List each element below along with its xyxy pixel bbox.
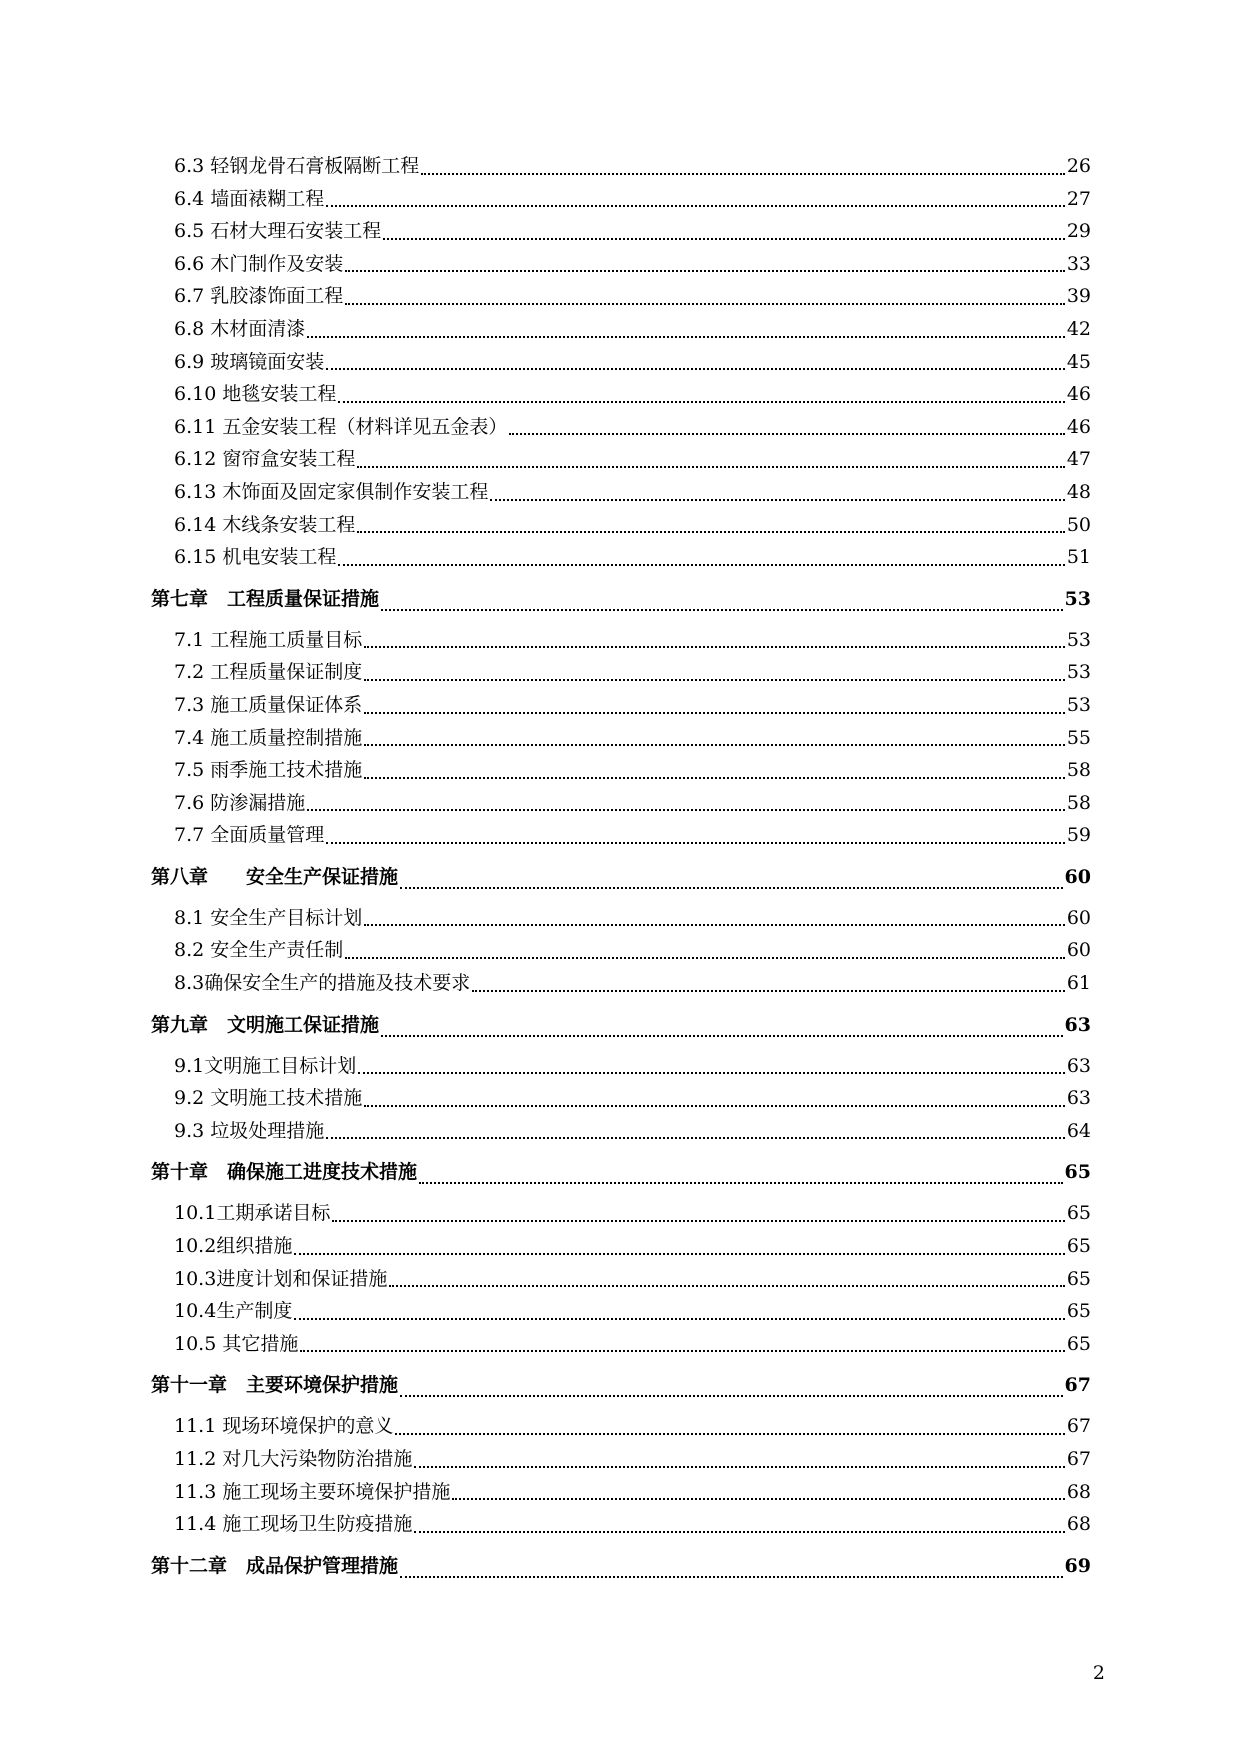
dot-leader bbox=[357, 444, 1064, 468]
toc-entry-title: 成品保护管理措施 bbox=[246, 1554, 399, 1577]
toc-entry-title: 全面质量管理 bbox=[210, 824, 325, 847]
toc-entry-page: 48 bbox=[1066, 480, 1091, 503]
toc-entry-number: 9.3 bbox=[174, 1119, 205, 1142]
toc-section-entry[interactable] bbox=[151, 1082, 1091, 1115]
dot-leader bbox=[300, 1328, 1064, 1352]
toc-entry-title: 现场环境保护的意义 bbox=[222, 1415, 394, 1438]
dot-leader bbox=[364, 657, 1065, 681]
dot-leader bbox=[389, 1263, 1064, 1287]
toc-entry-number: 7.7 bbox=[174, 824, 205, 847]
dot-leader bbox=[326, 346, 1065, 370]
toc-section-entry[interactable] bbox=[151, 624, 1091, 657]
toc-entry-separator bbox=[208, 857, 246, 897]
dot-leader bbox=[400, 1554, 1063, 1578]
toc-entry-page: 63 bbox=[1066, 1054, 1091, 1077]
toc-entry-number: 6.5 bbox=[174, 220, 205, 243]
toc-entry-title: 进度计划和保证措施 bbox=[216, 1267, 388, 1290]
toc-section-entry[interactable] bbox=[151, 1263, 1091, 1296]
toc-section-entry[interactable] bbox=[151, 656, 1091, 689]
toc-entry-separator bbox=[227, 1365, 246, 1405]
toc-entry-number: 7.4 bbox=[174, 726, 205, 749]
toc-chapter-entry[interactable] bbox=[151, 1152, 1091, 1192]
toc-entry-page: 69 bbox=[1064, 1554, 1091, 1577]
toc-entry-title: 墙面裱糊工程 bbox=[210, 187, 325, 210]
toc-entry-page: 26 bbox=[1066, 155, 1091, 177]
toc-entry-number: 11.3 bbox=[174, 1480, 217, 1503]
toc-entry-number: 6.11 bbox=[174, 415, 217, 438]
dot-leader bbox=[326, 820, 1065, 844]
toc-entry-page: 58 bbox=[1066, 759, 1091, 782]
toc-section-entry[interactable] bbox=[151, 509, 1091, 542]
toc-entry-page: 65 bbox=[1066, 1300, 1091, 1323]
toc-entry-title: 工期承诺目标 bbox=[216, 1202, 331, 1225]
dot-leader bbox=[338, 542, 1064, 566]
toc-entry-number: 8.2 bbox=[174, 939, 205, 962]
toc-section-entry[interactable] bbox=[151, 1295, 1091, 1328]
toc-entry-title: 轻钢龙骨石膏板隔断工程 bbox=[210, 155, 420, 177]
toc-entry-page: 65 bbox=[1066, 1332, 1091, 1355]
dot-leader bbox=[357, 509, 1064, 533]
toc-entry-page: 51 bbox=[1066, 546, 1091, 569]
toc-entry-title: 防渗漏措施 bbox=[210, 791, 306, 814]
dot-leader bbox=[358, 1050, 1065, 1074]
dot-leader bbox=[452, 1476, 1064, 1500]
dot-leader bbox=[364, 690, 1065, 714]
toc-chapter-entry[interactable] bbox=[151, 579, 1091, 619]
dot-leader bbox=[338, 379, 1064, 403]
dot-leader bbox=[364, 902, 1065, 926]
dot-leader bbox=[419, 1160, 1063, 1184]
table-of-contents bbox=[151, 150, 1091, 1591]
toc-section-entry[interactable] bbox=[151, 967, 1091, 1000]
toc-section-entry[interactable] bbox=[151, 689, 1091, 722]
toc-entry-number: 8.3 bbox=[174, 972, 205, 995]
toc-entry-number: 9.1 bbox=[174, 1054, 205, 1077]
dot-leader bbox=[381, 587, 1063, 611]
toc-section-entry[interactable] bbox=[151, 722, 1091, 755]
dot-leader bbox=[414, 1444, 1064, 1468]
page-number: 2 bbox=[1092, 1662, 1105, 1684]
toc-section-entry[interactable] bbox=[151, 902, 1091, 935]
toc-entry-title: 机电安装工程 bbox=[222, 546, 337, 569]
toc-entry-title: 文明施工目标计划 bbox=[204, 1054, 357, 1077]
dot-leader bbox=[414, 1509, 1064, 1533]
toc-section-entry[interactable] bbox=[151, 411, 1091, 444]
dot-leader bbox=[490, 477, 1064, 501]
toc-entry-title: 地毯安装工程 bbox=[222, 383, 337, 406]
toc-section-entry[interactable] bbox=[151, 1328, 1091, 1361]
toc-entry-page: 45 bbox=[1066, 350, 1091, 373]
toc-entry-title: 其它措施 bbox=[222, 1332, 299, 1355]
toc-section-entry[interactable] bbox=[151, 1115, 1091, 1148]
toc-entry-title: 玻璃镜面安装 bbox=[210, 350, 325, 373]
dot-leader bbox=[395, 1411, 1064, 1435]
dot-leader bbox=[345, 281, 1065, 305]
toc-entry-page: 29 bbox=[1066, 220, 1091, 243]
toc-entry-title: 安全生产责任制 bbox=[210, 939, 344, 962]
toc-section-entry[interactable] bbox=[151, 1050, 1091, 1083]
toc-entry-title: 工程施工质量目标 bbox=[210, 628, 363, 651]
toc-entry-number: 11.1 bbox=[174, 1415, 217, 1438]
toc-entry-title: 垃圾处理措施 bbox=[210, 1119, 325, 1142]
toc-entry-number: 7.6 bbox=[174, 791, 205, 814]
toc-entry-number: 6.8 bbox=[174, 317, 205, 340]
toc-entry-number: 6.6 bbox=[174, 252, 205, 275]
toc-entry-title: 生产制度 bbox=[216, 1300, 293, 1323]
toc-entry-title: 五金安装工程（材料详见五金表） bbox=[222, 415, 508, 438]
toc-entry-number: 6.12 bbox=[174, 448, 217, 471]
toc-entry-page: 46 bbox=[1066, 383, 1091, 406]
toc-entry-number: 第七章 bbox=[151, 587, 209, 610]
toc-section-entry[interactable] bbox=[151, 1197, 1091, 1230]
toc-entry-page: 53 bbox=[1064, 587, 1091, 610]
toc-section-entry[interactable] bbox=[151, 313, 1091, 346]
toc-entry-number: 第九章 bbox=[151, 1013, 209, 1036]
toc-entry-number: 6.9 bbox=[174, 350, 205, 373]
toc-entry-page: 68 bbox=[1066, 1480, 1091, 1503]
toc-entry-title: 主要环境保护措施 bbox=[246, 1374, 399, 1397]
toc-entry-number: 10.3 bbox=[174, 1267, 217, 1290]
toc-entry-number: 11.4 bbox=[174, 1513, 217, 1536]
toc-entry-title: 石材大理石安装工程 bbox=[210, 220, 382, 243]
toc-entry-number: 10.5 bbox=[174, 1332, 217, 1355]
toc-section-entry[interactable] bbox=[151, 1230, 1091, 1263]
toc-chapter-entry[interactable] bbox=[151, 1546, 1091, 1586]
toc-entry-page: 59 bbox=[1066, 824, 1091, 847]
toc-entry-number: 6.10 bbox=[174, 383, 217, 406]
toc-entry-title: 木线条安装工程 bbox=[222, 513, 356, 536]
toc-entry-number: 10.1 bbox=[174, 1202, 217, 1225]
dot-leader bbox=[364, 624, 1065, 648]
toc-entry-page: 67 bbox=[1064, 1374, 1091, 1397]
toc-entry-number: 6.7 bbox=[174, 285, 205, 308]
toc-entry-title: 确保施工进度技术措施 bbox=[227, 1161, 418, 1184]
toc-section-entry[interactable] bbox=[151, 476, 1091, 509]
toc-entry-number: 8.1 bbox=[174, 906, 205, 929]
toc-entry-separator bbox=[208, 1152, 227, 1192]
toc-section-entry[interactable] bbox=[151, 280, 1091, 313]
toc-section-entry[interactable] bbox=[151, 934, 1091, 967]
toc-entry-number: 10.2 bbox=[174, 1235, 217, 1258]
toc-entry-title: 工程质量保证制度 bbox=[210, 661, 363, 684]
toc-section-entry[interactable] bbox=[151, 346, 1091, 379]
toc-entry-number: 第八章 bbox=[151, 865, 209, 888]
toc-section-entry[interactable] bbox=[151, 443, 1091, 476]
toc-entry-number: 6.14 bbox=[174, 513, 217, 536]
toc-entry-title: 确保安全生产的措施及技术要求 bbox=[204, 972, 471, 995]
toc-section-entry[interactable] bbox=[151, 248, 1091, 281]
dot-leader bbox=[294, 1296, 1064, 1320]
toc-entry-title: 乳胶漆饰面工程 bbox=[210, 285, 344, 308]
toc-entry-title: 施工质量控制措施 bbox=[210, 726, 363, 749]
toc-entry-page: 65 bbox=[1066, 1267, 1091, 1290]
toc-section-entry[interactable] bbox=[151, 1476, 1091, 1509]
toc-entry-number: 6.13 bbox=[174, 480, 217, 503]
toc-entry-number: 7.3 bbox=[174, 693, 205, 716]
toc-entry-title: 组织措施 bbox=[216, 1235, 293, 1258]
dot-leader bbox=[364, 755, 1065, 779]
toc-section-entry[interactable] bbox=[151, 1410, 1091, 1443]
dot-leader bbox=[307, 787, 1065, 811]
toc-entry-title: 施工现场卫生防疫措施 bbox=[222, 1513, 413, 1536]
dot-leader bbox=[400, 1373, 1063, 1397]
toc-entry-title: 工程质量保证措施 bbox=[227, 587, 380, 610]
toc-entry-title: 窗帘盒安装工程 bbox=[222, 448, 356, 471]
dot-leader bbox=[381, 1013, 1063, 1037]
toc-entry-number: 7.1 bbox=[174, 628, 205, 651]
toc-entry-page: 46 bbox=[1066, 415, 1091, 438]
toc-entry-title: 施工质量保证体系 bbox=[210, 693, 363, 716]
toc-entry-number: 7.5 bbox=[174, 759, 205, 782]
toc-chapter-entry[interactable] bbox=[151, 857, 1091, 897]
dot-leader bbox=[509, 411, 1064, 435]
toc-chapter-entry[interactable] bbox=[151, 1365, 1091, 1405]
toc-entry-page: 47 bbox=[1066, 448, 1091, 471]
toc-entry-page: 58 bbox=[1066, 791, 1091, 814]
dot-leader bbox=[383, 216, 1065, 240]
toc-entry-page: 67 bbox=[1066, 1415, 1091, 1438]
toc-entry-title: 安全生产目标计划 bbox=[210, 906, 363, 929]
toc-entry-separator bbox=[208, 1005, 227, 1045]
toc-entry-page: 55 bbox=[1066, 726, 1091, 749]
toc-entry-page: 64 bbox=[1066, 1119, 1091, 1142]
dot-leader bbox=[472, 968, 1065, 992]
toc-entry-title: 木饰面及固定家俱制作安装工程 bbox=[222, 480, 489, 503]
toc-entry-number: 9.2 bbox=[174, 1087, 205, 1110]
toc-entry-number: 10.4 bbox=[174, 1300, 217, 1323]
toc-entry-number: 7.2 bbox=[174, 661, 205, 684]
toc-section-entry[interactable] bbox=[151, 1508, 1091, 1541]
toc-section-entry[interactable] bbox=[151, 787, 1091, 820]
toc-section-entry[interactable] bbox=[151, 1443, 1091, 1476]
toc-entry-number: 6.15 bbox=[174, 546, 217, 569]
toc-entry-page: 67 bbox=[1066, 1448, 1091, 1470]
toc-entry-page: 68 bbox=[1066, 1513, 1091, 1536]
toc-entry-number: 第十二章 bbox=[151, 1554, 228, 1577]
toc-entry-number: 6.3 bbox=[174, 155, 205, 177]
toc-entry-title: 文明施工技术措施 bbox=[210, 1087, 363, 1110]
toc-entry-number: 第十一章 bbox=[151, 1374, 228, 1397]
toc-entry-number: 6.4 bbox=[174, 187, 205, 210]
toc-entry-page: 27 bbox=[1066, 187, 1091, 210]
toc-entry-page: 65 bbox=[1066, 1202, 1091, 1225]
toc-entry-page: 63 bbox=[1064, 1013, 1091, 1036]
toc-entry-page: 53 bbox=[1066, 661, 1091, 684]
dot-leader bbox=[364, 722, 1065, 746]
dot-leader bbox=[345, 935, 1065, 959]
toc-entry-title: 木材面清漆 bbox=[210, 317, 306, 340]
toc-entry-title: 文明施工保证措施 bbox=[227, 1013, 380, 1036]
toc-section-entry[interactable] bbox=[151, 541, 1091, 574]
toc-entry-title: 雨季施工技术措施 bbox=[210, 759, 363, 782]
toc-entry-separator bbox=[227, 1546, 246, 1586]
toc-entry-page: 33 bbox=[1066, 252, 1091, 275]
dot-leader bbox=[421, 151, 1065, 175]
toc-entry-title: 安全生产保证措施 bbox=[246, 865, 399, 888]
toc-entry-page: 63 bbox=[1066, 1087, 1091, 1110]
toc-entry-page: 39 bbox=[1066, 285, 1091, 308]
toc-entry-title: 对几大污染物防治措施 bbox=[222, 1448, 413, 1470]
toc-entry-page: 60 bbox=[1064, 865, 1091, 888]
toc-section-entry[interactable] bbox=[151, 819, 1091, 852]
dot-leader bbox=[364, 1083, 1065, 1107]
dot-leader bbox=[294, 1231, 1064, 1255]
toc-entry-page: 42 bbox=[1066, 317, 1091, 340]
toc-section-entry[interactable] bbox=[151, 215, 1091, 248]
dot-leader bbox=[326, 183, 1065, 207]
toc-entry-page: 50 bbox=[1066, 513, 1091, 536]
toc-entry-title: 施工现场主要环境保护措施 bbox=[222, 1480, 451, 1503]
toc-entry-page: 65 bbox=[1066, 1235, 1091, 1258]
toc-entry-page: 60 bbox=[1066, 906, 1091, 929]
toc-entry-page: 65 bbox=[1064, 1161, 1091, 1184]
toc-entry-title: 木门制作及安装 bbox=[210, 252, 344, 275]
toc-entry-page: 60 bbox=[1066, 939, 1091, 962]
dot-leader bbox=[332, 1198, 1064, 1222]
toc-entry-page: 53 bbox=[1066, 693, 1091, 716]
dot-leader bbox=[326, 1115, 1065, 1139]
dot-leader bbox=[345, 248, 1065, 272]
toc-section-entry[interactable] bbox=[151, 183, 1091, 216]
toc-chapter-entry[interactable] bbox=[151, 1005, 1091, 1045]
toc-entry-number: 11.2 bbox=[174, 1448, 217, 1470]
toc-section-entry[interactable] bbox=[151, 378, 1091, 411]
toc-entry-page: 61 bbox=[1066, 972, 1091, 995]
dot-leader bbox=[307, 314, 1065, 338]
toc-entry-separator bbox=[208, 579, 227, 619]
toc-section-entry[interactable] bbox=[151, 150, 1091, 183]
toc-entry-page: 53 bbox=[1066, 628, 1091, 651]
dot-leader bbox=[400, 865, 1063, 889]
toc-entry-number: 第十章 bbox=[151, 1161, 209, 1184]
toc-section-entry[interactable] bbox=[151, 754, 1091, 787]
